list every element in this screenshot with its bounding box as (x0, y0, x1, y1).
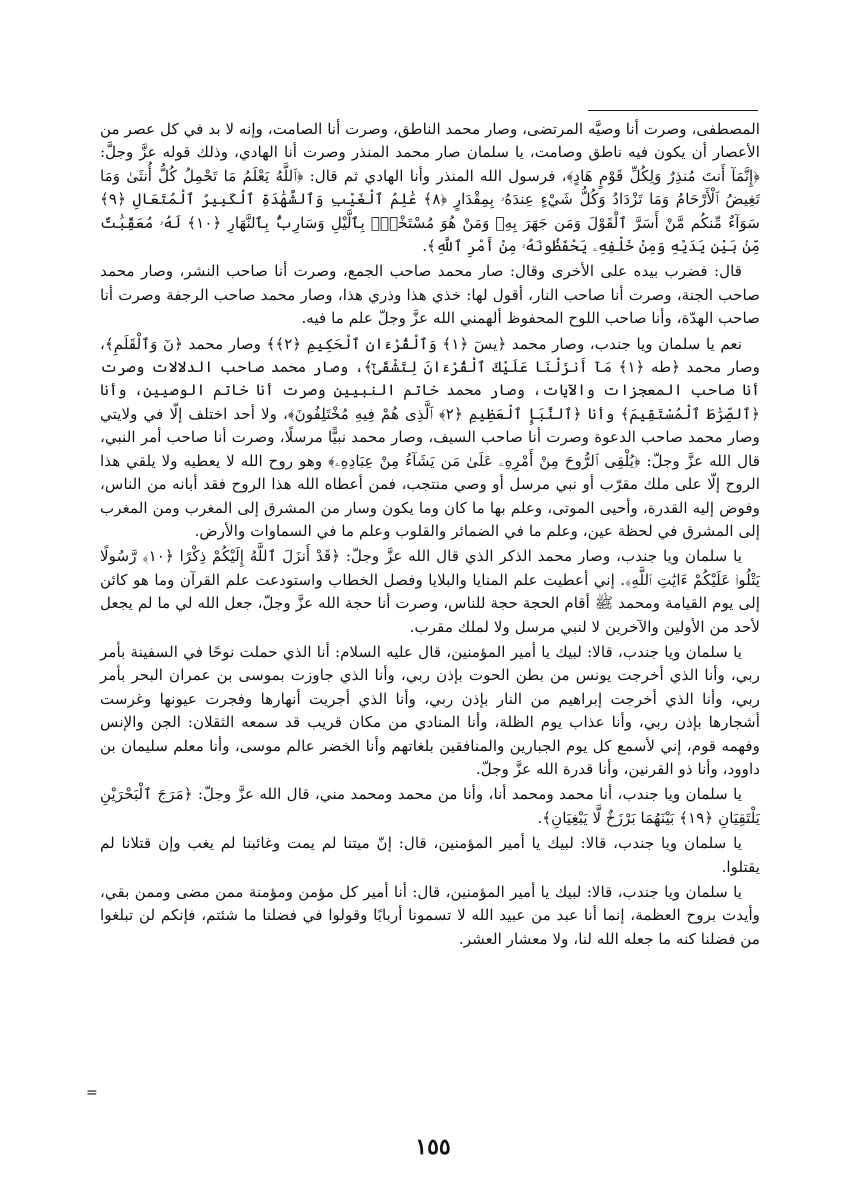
margin-mark: = (86, 1085, 98, 1101)
paragraph-1: المصطفى، وصرت أنا وصيَّه المرتضى، وصار محمد الناطق، وصرت أنا الصامت، وإنه لا بد في كل عصر من الأعصار أن يكون فيه ناطق وصامت، يا سلمان صار محمد المنذر وصرت أنا الهادي، وذلك قوله عزَّ وجلَّ: ﴿إِنَّمَآ أَنتَ مُنذِرٌ وَلِكُلِّ قَوْمٍ هَادٍ﴾، فرسول الله المنذر وأنا الهادي ثم قال: ﴿ٱللَّهُ يَعْلَمُ مَا تَحْمِلُ كُلُّ أُنثَىٰ وَمَا تَغِيضُ ٱلْأَرْحَامُ وَمَا تَزْدَادُ وَكُلُّ شَيْءٍ عِندَهُۥ بِمِقْدَارٍ ﴿٨﴾ عَٰلِمُ ٱلْغَيْبِ وَٱلشَّهَٰدَةِ ٱلْكَبِيرُ ٱلْمُتَعَالِ ﴿٩﴾ سَوَآءٌ مِّنكُم مَّنْ أَسَرَّ ٱلْقَوْلَ وَمَن جَهَرَ بِهِۦ وَمَنْ هُوَ مُسْتَخْفٍۭ بِٱلَّيْلِ وَسَارِبٌۢ بِٱلنَّهَارِ ﴿١٠﴾ لَهُۥ مُعَقِّبَٰتٌ مِّنۢ بَيْنِ يَدَيْهِ وَمِنْ خَلْفِهِۦ يَحْفَظُونَهُۥ مِنْ أَمْرِ ٱللَّهِ﴾. (100, 120, 761, 256)
paragraph-2: قال: فضرب بيده على الأخرى وقال: صار محمد صاحب الجمع، وصرت أنا صاحب النشر، وصار محمد صاحب الجنة، وصرت أنا صاحب النار، أقول لها: خذي هذا وذري هذا، وصار محمد صاحب الرجفة وصرت أنا صاحب الهدّة، وأنا صاحب اللوح المحفوظ ألهمني الله عزَّ وجلّ علم ما فيه. (100, 262, 760, 328)
paragraph-7: يا سلمان ويا جندب، قالا: لبيك يا أمير المؤمنين، قال: إنّ ميتنا لم يمت وغائبنا لم يغب وإن قتلانا لم يقتلوا. (100, 834, 760, 876)
paragraph-3: نعم يا سلمان ويا جندب، وصار محمد ﴿يسٓ ﴿١﴾ وَٱلْقُرْءَانِ ٱلْحَكِيمِ ﴿٢﴾﴾ وصار محمد ﴿نٓ وَٱلْقَلَمِ﴾، وصار محمد ﴿طه ﴿١﴾ مَآ أَنزَلْنَا عَلَيْكَ ٱلْقُرْءَانَ لِتَشْقَىٰٓ﴾، وصار محمد صاحب الدلالات وصرت أنا صاحب المعجزات والآيات، وصار محمد خاتم النبيين وصرت أنا خاتم الوصيين، وأنا ﴿ٱلصِّرَٰطَ ٱلْمُسْتَقِيمَ﴾ وأنا ﴿ٱلنَّبَإِ ٱلْعَظِيمِ ﴿٢﴾ ٱلَّذِى هُمْ فِيهِ مُخْتَلِفُونَ﴾، ولا أحد اختلف إلّا في ولايتي وصار محمد صاحب الدعوة وصرت أنا صاحب السيف، وصار محمد نبيًّا مرسلًا، وصرت أنا صاحب أمر النبي، قال الله عزَّ وجلّ: ﴿يُلْقِى ٱلرُّوحَ مِنْ أَمْرِهِۦ عَلَىٰ مَن يَشَآءُ مِنْ عِبَادِهِۦ﴾ وهو روح الله لا يعطيه ولا يلقي هذا الروح إلّا على ملك مقرّب أو نبي مرسل أو وصي منتجب، فمن أعطاه الله هذا الروح فقد أبانه من الناس، وفوض إليه القدرة، وأحيى الموتى، وعلم بها ما كان وما يكون وسار من المشرق إلى المغرب ومن المغرب إلى المشرق في لحظة عين، وعلم ما في الضمائر والقلوب وعلم ما في السماوات والأرض. (100, 334, 760, 540)
paragraph-4: يا سلمان ويا جندب، وصار محمد الذكر الذي قال الله عزَّ وجلّ: ﴿قَدْ أَنزَلَ ٱللَّهُ إِلَيْكُمْ ذِكْرًا ﴿١٠﴾ رَّسُولًا يَتْلُوا۟ عَلَيْكُمْ ءَايَٰتِ ٱللَّهِ﴾. إني أعطيت علم المنايا والبلايا وفصل الخطاب واستودعت علم القرآن وما هو كائن إلى يوم القيامة ومحمد ﷺ أقام الحجة حجة للناس، وصرت أنا حجة الله عزَّ وجلّ، جعل الله لي ما لم يجعل لأحد من الأولين والآخرين لا لنبي مرسل ولا لملك مقرب. (100, 547, 760, 636)
top-divider-rule (588, 110, 758, 111)
paragraph-8: يا سلمان ويا جندب، قالا: لبيك يا أمير المؤمنين، قال: أنا أمير كل مؤمن ومؤمنة ممن مضى وممن بقي، وأيدت بروح العظمة، إنما أنا عبد من عبيد الله لا تسمونا أربابًا وقولوا في فضلنا ما شئتم، فإنكم لن تبلغوا من فضلنا كنه ما جعله الله لنا، ولا معشار العشر. (100, 883, 760, 948)
paragraph-6: يا سلمان ويا جندب، أنا محمد ومحمد أنا، وأنا من محمد ومحمد مني، قال الله عزَّ وجلّ: ﴿مَرَجَ ٱلْبَحْرَيْنِ يَلْتَقِيَانِ ﴿١٩﴾ بَيْنَهُمَا بَرْزَخٌ لَّا يَبْغِيَانِ﴾. (100, 785, 760, 827)
page-number: ١٥٥ (415, 1134, 451, 1160)
paragraph-5: يا سلمان ويا جندب، قالا: لبيك يا أمير المؤمنين، قال عليه السلام: أنا الذي حملت نوحًا في السفينة بأمر ربي، وأنا الذي أخرجت يونس من بطن الحوت بإذن ربي، وأنا الذي جاوزت بموسى بن عمران البحر بأمر ربي، وأنا الذي أخرجت إبراهيم من النار بإذن ربي، وأنا الذي أجريت أنهارها وفجرت عيونها وغرست أشجارها بإذن ربي، وأنا عذاب يوم الظلة، وأنا المنادي من مكان قريب قد سمعه الثقلان: الجن والإنس وفهمه قوم، إني لأسمع كل يوم الجبارين والمنافقين بلغاتهم وأنا الخضر عالم موسى، وأنا معلم سليمان بن داوود، وأنا ذو القرنين، وأنا قدرة الله عزَّ وجلّ. (100, 642, 760, 778)
body-text (100, 118, 760, 953)
